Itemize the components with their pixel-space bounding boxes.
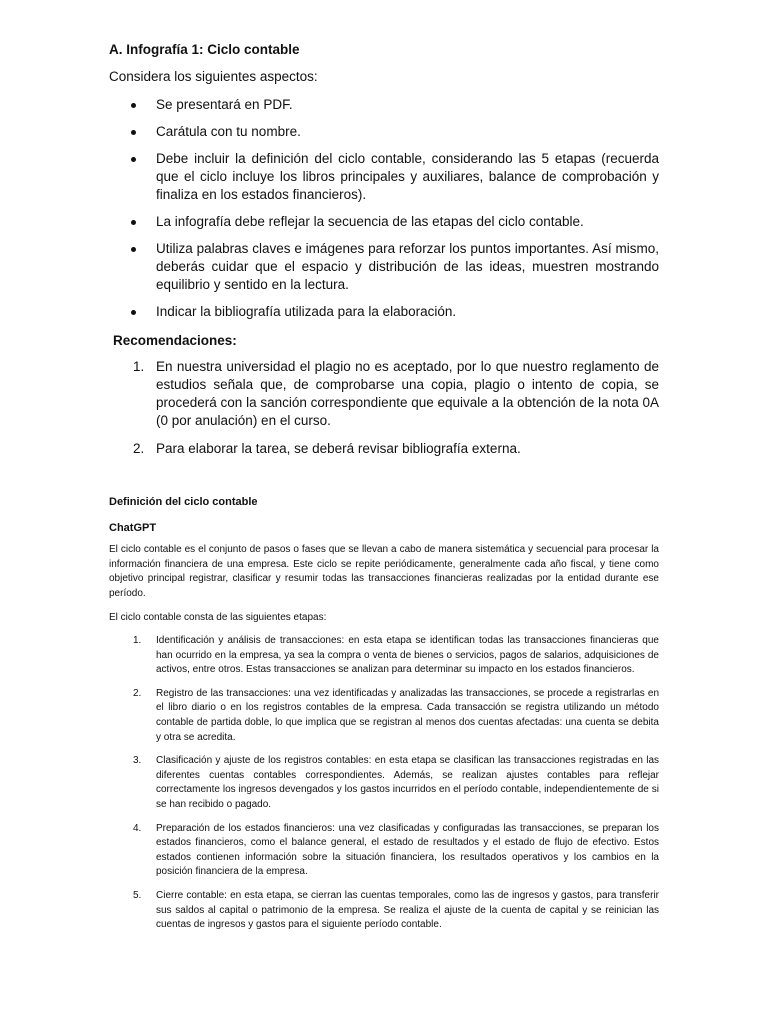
list-item: Indicar la bibliografía utilizada para la elaboración. bbox=[109, 303, 659, 321]
section-title: A. Infografía 1: Ciclo contable bbox=[109, 42, 300, 57]
list-item: 2. Para elaborar la tarea, se deberá revisar bibliografía externa. bbox=[133, 441, 521, 456]
bullet-icon bbox=[131, 157, 136, 162]
requirements-list bbox=[109, 96, 659, 330]
recommendations-list bbox=[109, 358, 659, 468]
stages-list bbox=[109, 634, 659, 942]
bullet-icon bbox=[131, 130, 136, 135]
list-item: 5. Cierre contable: en esta etapa, se cierran las cuentas temporales, como las de ingresos y gastos, para transferir sus saldos al capital o patrimonio de la empresa. Se realiza el ajuste de la cuenta de capital y se reinician las cuentas de ingresos y gastos para el siguiente período contable. bbox=[133, 889, 659, 931]
list-item: 3. Clasificación y ajuste de los registros contables: en esta etapa se clasifican las transacciones registradas en las diferentes cuentas contables correspondientes. Además, se realizan ajustes contables para reflejar correctamente los ingresos devengados y los gastos incurridos en el período contable, independientemente de si se han recibido o pagado. bbox=[133, 755, 659, 810]
list-item: La infografía debe reflejar la secuencia de las etapas del ciclo contable. bbox=[109, 213, 659, 231]
list-item: 4. Preparación de los estados financieros: una vez clasificadas y configuradas las transacciones, se preparan los estados financieros, como el balance general, el estado de resultados y el estado de flujo de efectivo. Estos estados contienen información sobre la situación financiera, los resultados operativos y los cambios en la posición financiera de la empresa. bbox=[133, 822, 659, 878]
definition-paragraph: El ciclo contable es el conjunto de pasos o fases que se llevan a cabo de manera sistemática y secuencial para procesar la información financiera de una empresa. Este ciclo se repite periódicamente, generalmente cada año fiscal, y tiene como objetivo principal registrar, clasificar y resumir todas las transacciones financieras realizadas por la entidad durante ese período. bbox=[109, 544, 659, 599]
intro-text: Considera los siguientes aspectos: bbox=[109, 69, 318, 84]
source-heading: ChatGPT bbox=[109, 522, 157, 534]
bullet-icon bbox=[131, 310, 136, 315]
list-item: Se presentará en PDF. bbox=[109, 96, 659, 114]
list-item: Carátula con tu nombre. bbox=[109, 123, 659, 141]
bullet-icon bbox=[131, 247, 136, 252]
recommendations-heading: Recomendaciones: bbox=[113, 333, 237, 348]
list-item: 1. Identificación y análisis de transacciones: en esta etapa se identifican todas las transacciones financieras que han ocurrido en la empresa, ya sea la compra o venta de bienes o servicios, pagos de salarios, adquisiciones de activos, entre otros. Estas transacciones se analizan para determinar su impacto en los estados financieros. bbox=[133, 635, 659, 676]
list-item: Debe incluir la definición del ciclo contable, considerando las 5 etapas (recuerda que el ciclo incluye los libros principales y auxiliares, balance de comprobación y finaliza en los estados financieros). bbox=[109, 150, 659, 204]
definition-heading: Definición del ciclo contable bbox=[109, 496, 258, 508]
bullet-icon bbox=[131, 220, 136, 225]
list-item: Utiliza palabras claves e imágenes para reforzar los puntos importantes. Así mismo, deberás cuidar que el espacio y distribución de las ideas, muestren mostrando equilibrio y sentido en la lectura. bbox=[109, 240, 659, 294]
list-item: 1. En nuestra universidad el plagio no es aceptado, por lo que nuestro reglamento de estudios señala que, de comprobarse una copia, plagio o intento de copia, se procederá con la sanción correspondiente que equivale a la obtención de la nota 0A (0 por anulación) en el curso. bbox=[133, 359, 659, 428]
list-item: 2. Registro de las transacciones: una vez identificadas y analizadas las transacciones, se procede a registrarlas en el libro diario o en los registros contables de la empresa. Cada transacción se registra utilizando un método contable de partida doble, lo que implica que se registran al menos dos cuentas afectadas: una cuenta se debita y otra se acredita. bbox=[133, 687, 659, 743]
stages-intro: El ciclo contable consta de las siguientes etapas: bbox=[109, 612, 327, 623]
bullet-icon bbox=[131, 103, 136, 108]
